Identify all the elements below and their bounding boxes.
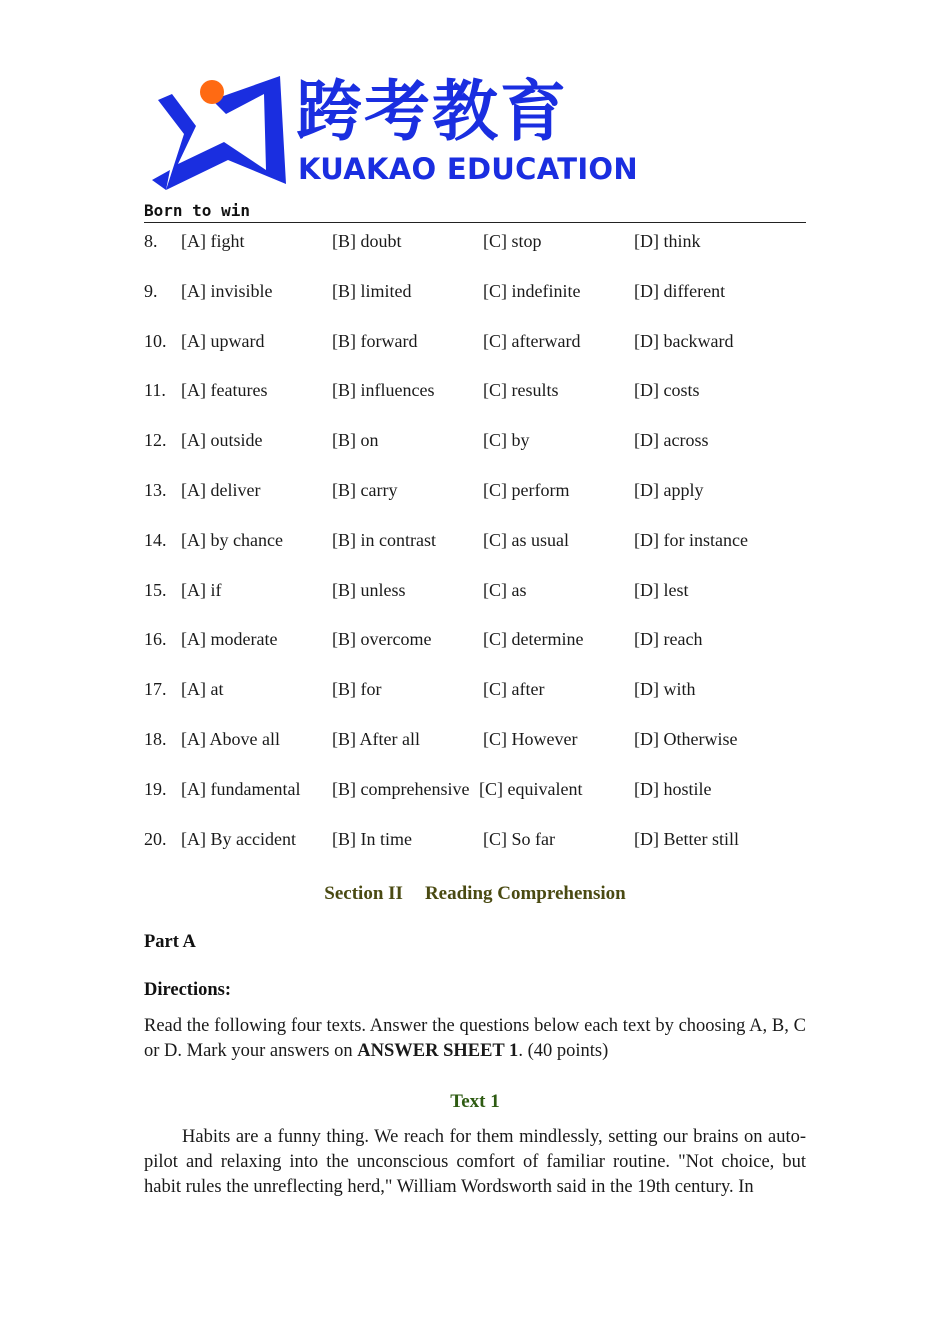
- option-c: [C] afterward: [483, 330, 581, 351]
- question-number: 19.: [144, 778, 167, 799]
- question-row: [144, 624, 806, 674]
- question-row: [144, 375, 806, 425]
- option-a: [A] By accident: [181, 828, 296, 849]
- option-d: [D] different: [634, 280, 726, 301]
- logo-chinese-text: 跨考教育: [296, 73, 568, 150]
- logo-dot: [200, 80, 224, 104]
- option-b: [B] forward: [332, 330, 418, 351]
- option-a: [A] by chance: [181, 529, 283, 550]
- logo-english-text: KUAKAO EDUCATION: [298, 152, 638, 186]
- answer-sheet-label: ANSWER SHEET 1: [357, 1041, 519, 1061]
- option-a: [A] upward: [181, 330, 265, 351]
- option-c: [C] However: [483, 728, 578, 749]
- question-row: [144, 575, 806, 625]
- option-a: [A] invisible: [181, 280, 273, 301]
- question-row: [144, 475, 806, 525]
- option-c: [C] as: [483, 579, 527, 600]
- section-number: Section II: [324, 883, 403, 904]
- option-c: [C] So far: [483, 828, 555, 849]
- option-b: [B] doubt: [332, 231, 402, 251]
- question-number: 8.: [144, 231, 158, 251]
- question-row: [144, 674, 806, 724]
- question-number: 17.: [144, 679, 167, 700]
- directions-text-after: . (40 points): [518, 1041, 609, 1061]
- question-row: [144, 724, 806, 774]
- option-a: [A] Above all: [181, 728, 280, 749]
- section-name: Reading Comprehension: [424, 883, 626, 904]
- question-number: 13.: [144, 479, 167, 500]
- question-row: [144, 824, 806, 874]
- option-c: [C] as usual: [483, 529, 569, 550]
- option-b: [B] unless: [332, 579, 406, 600]
- part-label: Part A: [144, 932, 196, 952]
- option-b: [B] overcome: [332, 629, 432, 650]
- option-d: [D] with: [634, 679, 696, 700]
- question-number: 18.: [144, 728, 167, 749]
- option-b: [B] influences: [332, 380, 435, 401]
- option-d: [D] Better still: [634, 828, 739, 849]
- option-a: [A] outside: [181, 430, 263, 451]
- option-d: [D] across: [634, 430, 709, 451]
- section-heading: [144, 880, 806, 908]
- option-a: [A] fight: [181, 231, 245, 251]
- option-b: [B] limited: [332, 280, 412, 301]
- option-c: [C] perform: [483, 479, 570, 500]
- option-b: [B] In time: [332, 828, 412, 849]
- question-row: [144, 226, 806, 276]
- option-a: [A] features: [181, 380, 268, 401]
- question-row: [144, 425, 806, 475]
- option-d: [D] lest: [634, 579, 689, 600]
- option-d: [D] think: [634, 231, 701, 251]
- question-number: 11.: [144, 380, 166, 401]
- question-row: [144, 525, 806, 575]
- slogan: Born to win: [144, 201, 250, 220]
- question-row: [144, 326, 806, 376]
- text-title: Text 1: [450, 1091, 500, 1112]
- option-d: [D] costs: [634, 380, 700, 401]
- option-b: [B] on: [332, 430, 379, 451]
- option-b: [B] in contrast: [332, 529, 436, 550]
- question-row: [144, 774, 806, 824]
- option-d: [D] hostile: [634, 778, 712, 799]
- header-divider: [144, 222, 806, 223]
- directions-text: [144, 1014, 806, 1064]
- option-a: [A] if: [181, 579, 222, 600]
- question-number: 15.: [144, 579, 167, 600]
- option-a: [A] moderate: [181, 629, 278, 650]
- option-c: [C] equivalent: [479, 778, 583, 799]
- kuakao-logo: [144, 70, 638, 195]
- option-c: [C] after: [483, 679, 545, 700]
- option-d: [D] Otherwise: [634, 728, 738, 749]
- question-number: 14.: [144, 529, 167, 550]
- option-d: [D] reach: [634, 629, 703, 650]
- directions-text-before: Read the following four texts. Answer the questions below each text by choosing A, B, C or D. Mark your answers on: [144, 1016, 806, 1061]
- directions-label: Directions:: [144, 980, 231, 1000]
- option-b: [B] After all: [332, 728, 420, 749]
- option-a: [A] at: [181, 679, 224, 700]
- passage-paragraph: Habits are a funny thing. We reach for them mindlessly, setting our brains on auto-pilot and relaxing into the unconscious comfort of familiar routine. "Not choice, but habit rules the unreflecting herd," William Wordsworth said in the 19th century. In: [144, 1127, 806, 1197]
- question-number: 12.: [144, 430, 167, 451]
- logo-mark-icon: [148, 72, 290, 192]
- question-number: 9.: [144, 280, 158, 301]
- question-number: 10.: [144, 330, 167, 351]
- option-b: [B] comprehensive: [332, 778, 470, 799]
- option-d: [D] backward: [634, 330, 734, 351]
- question-number: 16.: [144, 629, 167, 650]
- option-b: [B] for: [332, 679, 382, 700]
- option-a: [A] deliver: [181, 479, 261, 500]
- option-c: [C] stop: [483, 231, 542, 251]
- option-d: [D] apply: [634, 479, 704, 500]
- question-number: 20.: [144, 828, 167, 849]
- option-a: [A] fundamental: [181, 778, 301, 799]
- option-b: [B] carry: [332, 479, 398, 500]
- question-row: [144, 276, 806, 326]
- option-d: [D] for instance: [634, 529, 748, 550]
- option-c: [C] determine: [483, 629, 584, 650]
- option-c: [C] results: [483, 380, 559, 401]
- answer-options-list: [144, 226, 806, 873]
- option-c: [C] indefinite: [483, 280, 581, 301]
- option-c: [C] by: [483, 430, 530, 451]
